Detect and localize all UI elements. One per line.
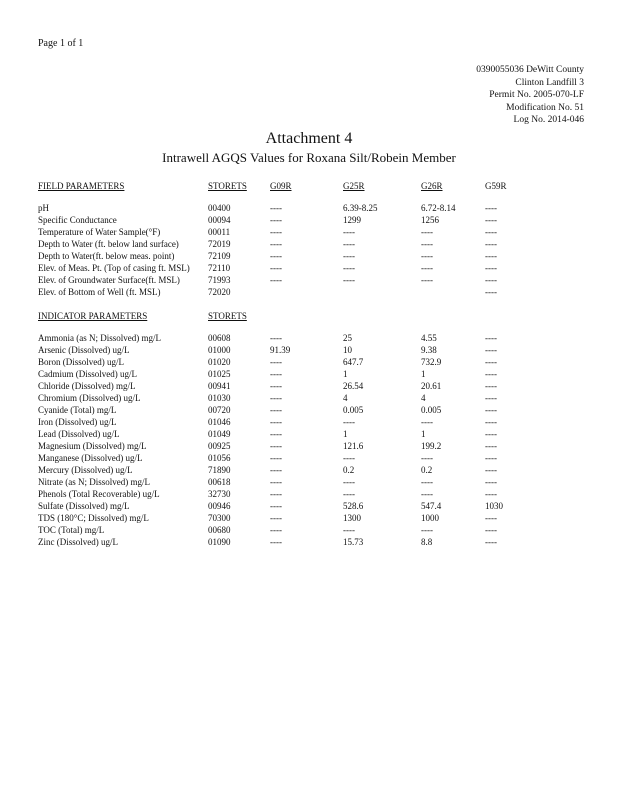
g59r-value: ---- [485,275,497,285]
g59r-value: ---- [485,263,497,273]
indicator-parameters-header-row [38,310,598,322]
g59r-value: ---- [485,251,497,261]
g26r-value: ---- [421,275,433,285]
storet-code: 01025 [208,369,231,379]
g59r-value: ---- [485,537,497,547]
table-row [38,332,598,344]
g25r-value: 26.54 [343,381,364,391]
storet-code: 01056 [208,453,231,463]
g25r-value: ---- [343,263,355,273]
g09r-value: ---- [270,417,282,427]
g09r-value: ---- [270,441,282,451]
g26r-value: 199.2 [421,441,442,451]
g25r-value: ---- [343,275,355,285]
storets-column-header: STORETS [208,181,247,191]
parameter-name: Ammonia (as N; Dissolved) mg/L [38,333,161,343]
g09r-value: ---- [270,465,282,475]
g25r-value: 1 [343,429,348,439]
g26r-value: 4 [421,393,426,403]
parameter-name: Elev. of Bottom of Well (ft. MSL) [38,287,161,297]
g25r-value: 1299 [343,215,361,225]
storet-code: 01049 [208,429,231,439]
g59r-value: 1030 [485,501,503,511]
document-subtitle: Intrawell AGQS Values for Roxana Silt/Robein Member [162,150,456,165]
table-row [38,202,598,214]
storet-code: 70300 [208,513,231,523]
parameter-name: Lead (Dissolved) ug/L [38,429,120,439]
parameter-name: Elev. of Groundwater Surface(ft. MSL) [38,275,180,285]
g09r-value: ---- [270,489,282,499]
table-row [38,476,598,488]
g59r-value: ---- [485,429,497,439]
g59r-value: ---- [485,369,497,379]
g09r-value: ---- [270,263,282,273]
agqs-table [38,180,598,548]
parameter-name: Chloride (Dissolved) mg/L [38,381,136,391]
g09r-value: 91.39 [270,345,291,355]
storet-code: 01020 [208,357,231,367]
g26r-value: 4.55 [421,333,437,343]
g59r-value: ---- [485,453,497,463]
g59r-value: ---- [485,441,497,451]
table-row [38,404,598,416]
g59r-value: ---- [485,239,497,249]
parameter-name: Manganese (Dissolved) ug/L [38,453,143,463]
parameter-name: Chromium (Dissolved) ug/L [38,393,141,403]
g25r-value: ---- [343,417,355,427]
storet-code: 01046 [208,417,231,427]
g09r-value: ---- [270,333,282,343]
g25r-value: 10 [343,345,352,355]
g09r-value: ---- [270,369,282,379]
g09r-value: ---- [270,393,282,403]
parameter-name: Magnesium (Dissolved) mg/L [38,441,147,451]
g25r-value: 25 [343,333,352,343]
g26r-value: 9.38 [421,345,437,355]
g25r-value: ---- [343,251,355,261]
section-spacer [38,298,598,310]
parameter-name: Iron (Dissolved) ug/L [38,417,117,427]
g09r-value: ---- [270,405,282,415]
storet-code: 00925 [208,441,231,451]
g09r-value: ---- [270,381,282,391]
table-row [38,464,598,476]
g26r-column-header: G26R [421,181,443,191]
g59r-value: ---- [485,357,497,367]
g59r-value: ---- [485,405,497,415]
g25r-value: 15.73 [343,537,364,547]
g59r-value: ---- [485,203,497,213]
indicator-storets-column-header: STORETS [208,311,247,321]
storet-code: 72020 [208,287,231,297]
table-row [38,238,598,250]
g09r-value: ---- [270,357,282,367]
g26r-value: 20.61 [421,381,442,391]
table-row [38,536,598,548]
parameter-name: TDS (180°C; Dissolved) mg/L [38,513,149,523]
table-row [38,428,598,440]
g09r-value: ---- [270,203,282,213]
parameter-name: Cadmium (Dissolved) ug/L [38,369,137,379]
storet-code: 00941 [208,381,231,391]
parameter-name: pH [38,203,49,213]
table-row [38,452,598,464]
table-row [38,488,598,500]
storet-code: 00094 [208,215,231,225]
g59r-value: ---- [485,477,497,487]
parameter-name: Nitrate (as N; Dissolved) mg/L [38,477,150,487]
g25r-value: ---- [343,239,355,249]
g09r-column-header: G09R [270,181,292,191]
g26r-value: 732.9 [421,357,442,367]
parameter-name: Temperature of Water Sample(°F) [38,227,161,237]
table-row [38,512,598,524]
header-line-facility: Clinton Landfill 3 [515,77,584,88]
g59r-value: ---- [485,287,497,297]
storet-code: 32730 [208,489,231,499]
g09r-value: ---- [270,513,282,523]
g59r-value: ---- [485,513,497,523]
storet-code: 01030 [208,393,231,403]
storet-code: 72110 [208,263,231,273]
storet-code: 00946 [208,501,231,511]
table-row [38,368,598,380]
g59r-value: ---- [485,227,497,237]
table-row [38,380,598,392]
table-row [38,226,598,238]
g26r-value: ---- [421,239,433,249]
storet-code: 71993 [208,275,231,285]
g09r-value: ---- [270,215,282,225]
storet-code: 72019 [208,239,231,249]
g26r-value: 547.4 [421,501,442,511]
parameter-name: TOC (Total) mg/L [38,525,105,535]
parameter-name: Mercury (Dissolved) ug/L [38,465,133,475]
g26r-value: ---- [421,477,433,487]
g26r-value: 0.005 [421,405,442,415]
parameter-name: Depth to Water (ft. below land surface) [38,239,179,249]
parameter-name: Arsenic (Dissolved) ug/L [38,345,130,355]
g26r-value: 1 [421,369,426,379]
g09r-value: ---- [270,501,282,511]
field-parameters-rows [38,202,598,298]
g25r-value: 1300 [343,513,361,523]
g25r-value: ---- [343,525,355,535]
g59r-value: ---- [485,489,497,499]
g25r-value: 4 [343,393,348,403]
g25r-column-header: G25R [343,181,365,191]
table-row [38,286,598,298]
g59r-value: ---- [485,465,497,475]
g09r-value: ---- [270,275,282,285]
table-row [38,524,598,536]
g59r-value: ---- [485,525,497,535]
g25r-value: 0.2 [343,465,355,475]
g26r-value: 8.8 [421,537,433,547]
g26r-value: 0.2 [421,465,433,475]
indicator-parameters-rows [38,332,598,548]
storet-code: 71890 [208,465,231,475]
table-row [38,274,598,286]
g09r-value: ---- [270,239,282,249]
g25r-value: ---- [343,477,355,487]
parameter-name: Elev. of Meas. Pt. (Top of casing ft. MSL) [38,263,190,273]
header-line-modification: Modification No. 51 [506,102,584,113]
table-row [38,214,598,226]
table-row [38,356,598,368]
header-line-county: 0390055036 DeWitt County [476,65,584,75]
g25r-value: 6.39-8.25 [343,203,378,213]
storet-code: 01000 [208,345,231,355]
parameter-name: Specific Conductance [38,215,117,225]
g26r-value: ---- [421,227,433,237]
g25r-value: ---- [343,227,355,237]
g25r-value: 528.6 [343,501,364,511]
g25r-value: 1 [343,369,348,379]
g26r-value: ---- [421,525,433,535]
table-row [38,440,598,452]
storet-code: 00608 [208,333,231,343]
parameter-name: Zinc (Dissolved) ug/L [38,537,118,547]
table-row [38,344,598,356]
g59r-value: ---- [485,417,497,427]
g26r-value: 1256 [421,215,439,225]
g25r-value: 0.005 [343,405,364,415]
storet-code: 00400 [208,203,231,213]
table-row [38,416,598,428]
header-line-log: Log No. 2014-046 [513,115,584,125]
g59r-value: ---- [485,345,497,355]
parameter-name: Depth to Water(ft. below meas. point) [38,251,175,261]
parameter-name: Phenols (Total Recoverable) ug/L [38,489,160,499]
storet-code: 00011 [208,227,231,237]
g59r-value: ---- [485,333,497,343]
section-spacer [38,192,598,202]
g25r-value: ---- [343,453,355,463]
storet-code: 01090 [208,537,231,547]
storet-code: 00720 [208,405,231,415]
header-line-permit: Permit No. 2005-070-LF [489,90,584,100]
g09r-value: ---- [270,477,282,487]
g09r-value: ---- [270,537,282,547]
g26r-value: ---- [421,489,433,499]
table-row [38,262,598,274]
parameter-name: Cyanide (Total) mg/L [38,405,117,415]
page-label: Page 1 of 1 [38,38,84,49]
storet-code: 00680 [208,525,231,535]
g59r-value: ---- [485,381,497,391]
g26r-value: 6.72-8.14 [421,203,456,213]
g25r-value: 121.6 [343,441,364,451]
g26r-value: ---- [421,263,433,273]
g26r-value: 1000 [421,513,439,523]
g25r-value: 647.7 [343,357,364,367]
document-title: Attachment 4 [265,130,353,147]
storet-code: 72109 [208,251,231,261]
g09r-value: ---- [270,251,282,261]
g59r-column-header: G59R [485,181,507,191]
permit-header-block [476,64,584,127]
table-row [38,392,598,404]
g26r-value: ---- [421,251,433,261]
parameter-name: Boron (Dissolved) ug/L [38,357,124,367]
field-parameters-header-row [38,180,598,192]
g59r-value: ---- [485,215,497,225]
g09r-value: ---- [270,525,282,535]
field-parameters-heading: FIELD PARAMETERS [38,181,125,191]
parameter-name: Sulfate (Dissolved) mg/L [38,501,130,511]
g09r-value: ---- [270,453,282,463]
g26r-value: 1 [421,429,426,439]
table-row [38,250,598,262]
indicator-parameters-heading: INDICATOR PARAMETERS [38,311,148,321]
storet-code: 00618 [208,477,231,487]
table-row [38,500,598,512]
g26r-value: ---- [421,417,433,427]
g26r-value: ---- [421,453,433,463]
g25r-value: ---- [343,489,355,499]
g09r-value: ---- [270,227,282,237]
g09r-value: ---- [270,429,282,439]
g59r-value: ---- [485,393,497,403]
section-spacer [38,322,598,332]
